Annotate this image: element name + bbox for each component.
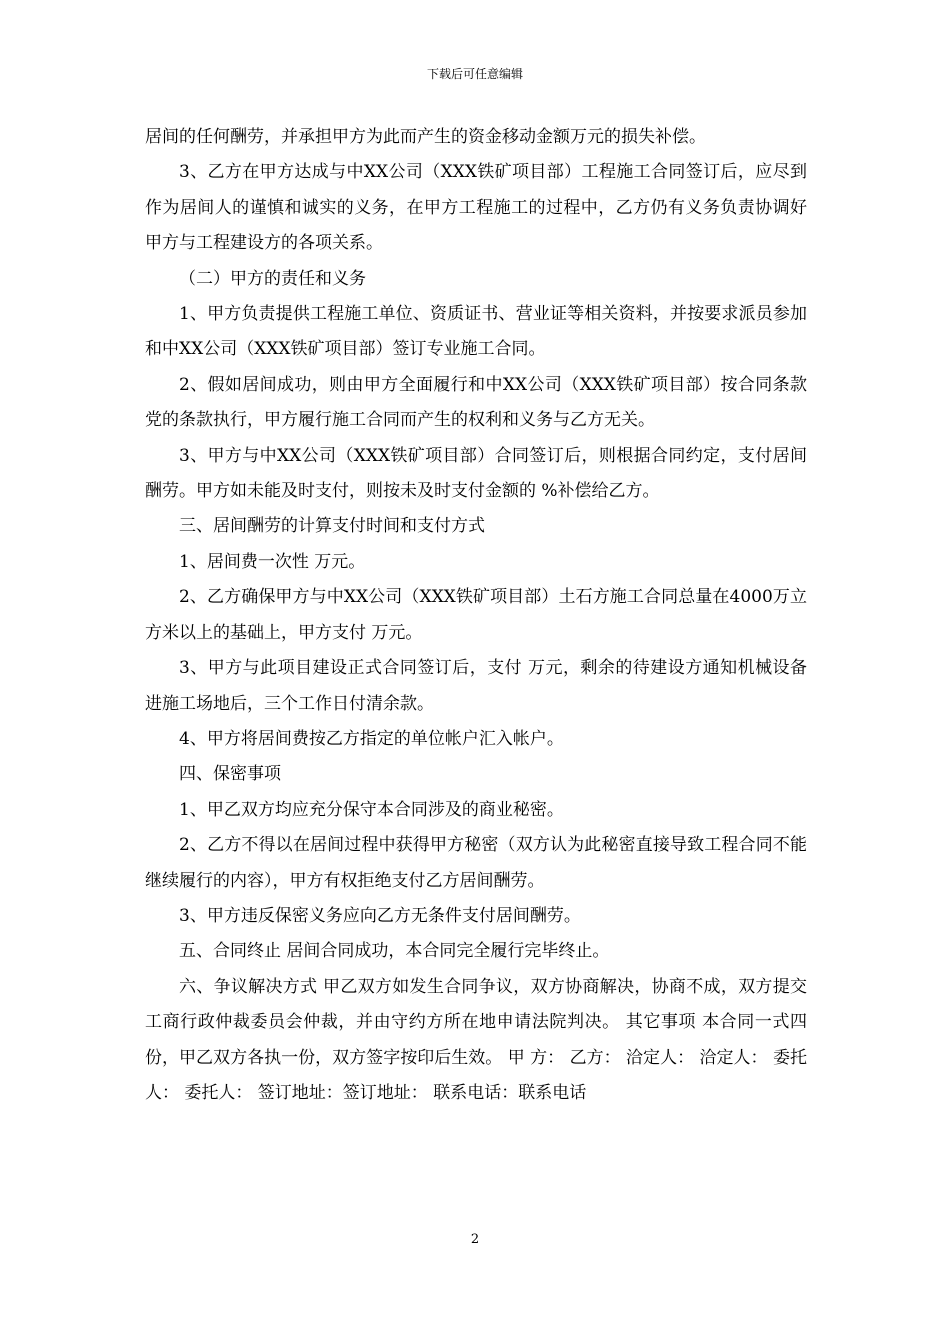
section-heading: 五、合同终止 居间合同成功，本合同完全履行完毕终止。 [179, 941, 610, 962]
paragraph: 六、争议解决方式 甲乙双方如发生合同争议，双方协商解决，协商不成，双方提交工商行政仲裁委员会仲裁，并由守约方所在地申请法院判决。 其它事项 本合同一式四份，甲乙双方各执一份，双方签字按印后生效。 甲 方： 乙方： 洽定人： 洽定人： 委托人： 委托人： 签订地址：签订地址： 联系电话：联系电话 [145, 976, 807, 1103]
paragraph: 2、假如居间成功，则由甲方全面履行和中XX公司（XXX铁矿项目部）按合同条款党的条款执行，甲方履行施工合同而产生的权利和义务与乙方无关。 [145, 374, 807, 431]
paragraph: 2、乙方确保甲方与中XX公司（XXX铁矿项目部）土石方施工合同总量在4000万立方米以上的基础上，甲方支付 万元。 [145, 587, 807, 643]
paragraph: 1、甲方负责提供工程施工单位、资质证书、营业证等相关资料，并按要求派员参加和中XX公司（XXX铁矿项目部）签订专业施工合同。 [145, 304, 807, 360]
paragraph: 1、居间费一次性 万元。 [179, 551, 366, 572]
paragraph: 居间的任何酬劳，并承担甲方为此而产生的资金移动金额万元的损失补偿。 [145, 127, 706, 147]
page-number: 2 [470, 1232, 480, 1247]
paragraph: 3、乙方在甲方达成与中XX公司（XXX铁矿项目部）工程施工合同签订后，应尽到作为居间人的谨慎和诚实的义务，在甲方工程施工的过程中，乙方仍有义务负责协调好甲方与工程建设方的各项关系。 [145, 162, 807, 254]
paragraph: 1、甲乙双方均应充分保守本合同涉及的商业秘密。 [179, 799, 564, 820]
paragraph: 3、甲方与中XX公司（XXX铁矿项目部）合同签订后，则根据合同约定，支付居间酬劳。甲方如未能及时支付，则按未及时支付金额的 %补偿给乙方。 [145, 445, 807, 502]
paragraph: 3、甲方违反保密义务应向乙方无条件支付居间酬劳。 [179, 905, 581, 926]
paragraph: 2、乙方不得以在居间过程中获得甲方秘密（双方认为此秘密直接导致工程合同不能继续履行的内容），甲方有权拒绝支付乙方居间酬劳。 [145, 835, 807, 891]
section-heading: 三、居间酬劳的计算支付时间和支付方式 [179, 516, 485, 537]
section-heading: 四、保密事项 [179, 764, 281, 785]
page-header: 下载后可任意编辑 [426, 67, 523, 81]
document-body [145, 120, 807, 1111]
paragraph: 3、甲方与此项目建设正式合同签订后，支付 万元，剩余的待建设方通知机械设备进施工场地后，三个工作日付清余款。 [145, 658, 807, 714]
paragraph: 4、甲方将居间费按乙方指定的单位帐户汇入帐户。 [179, 728, 564, 749]
section-heading: （二）甲方的责任和义务 [179, 268, 366, 289]
